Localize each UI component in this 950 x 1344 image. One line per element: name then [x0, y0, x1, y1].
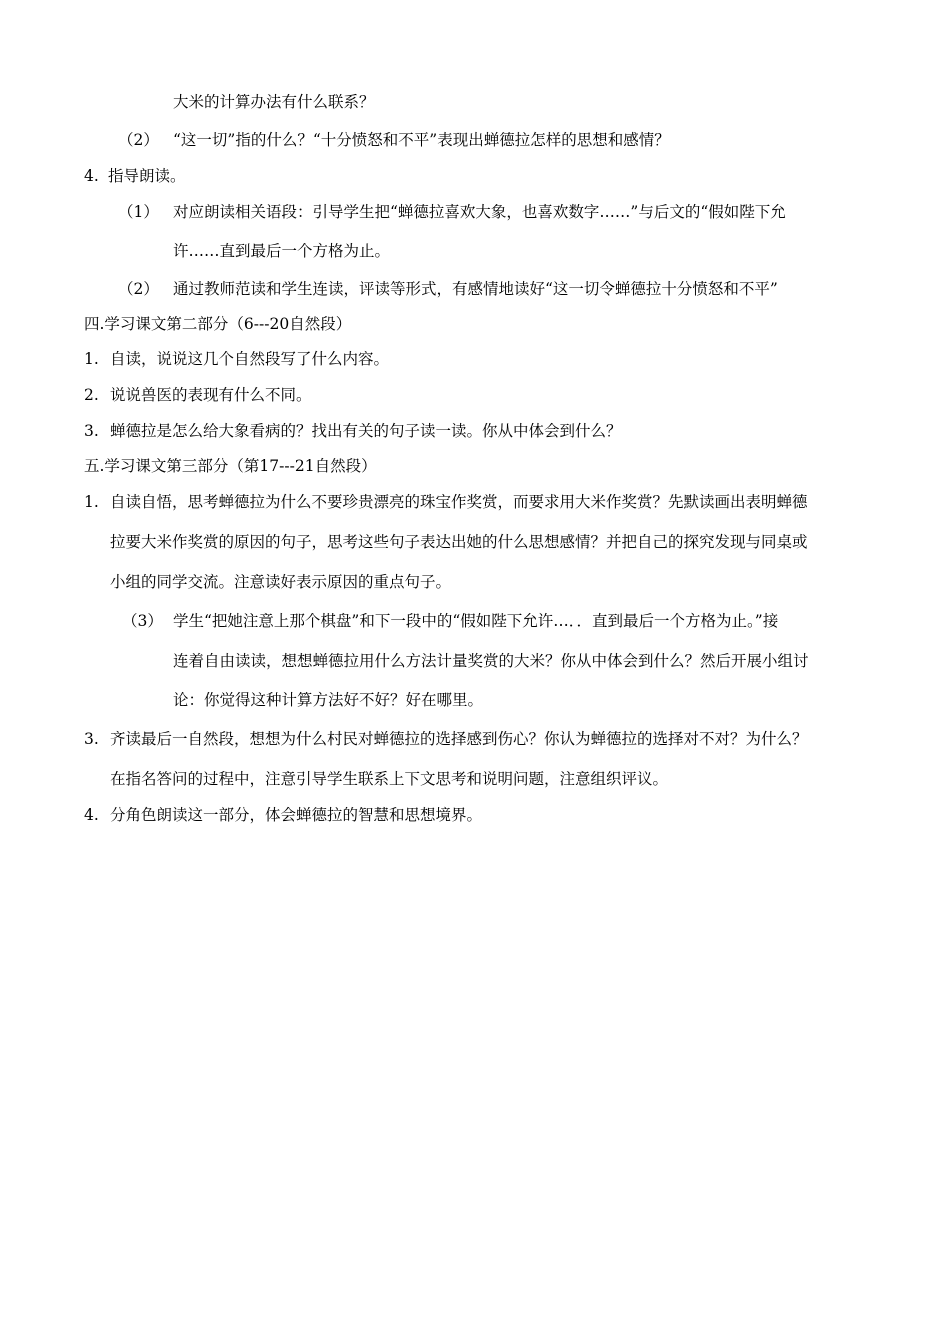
text-line: 齐读最后一自然段，想想为什么村民对蝉德拉的选择感到伤心？你认为蝉德拉的选择对不对？为什么？ — [110, 730, 808, 748]
text-line: “这一切”指的什么？“十分愤怒和不平”表现出蝉德拉怎样的思想和感情？ — [173, 131, 670, 149]
text-line: 分角色朗读这一部分，体会蝉德拉的智慧和思想境界。 — [110, 806, 483, 824]
item-number: 3. — [84, 730, 99, 748]
text-line: 自读，说说这几个自然段写了什么内容。 — [110, 350, 390, 368]
item-number: 1. — [84, 350, 99, 368]
section-heading: 四.学习课文第二部分（6---20自然段） — [84, 315, 352, 333]
text-line: 小组的同学交流。注意读好表示原因的重点句子。 — [110, 573, 452, 591]
text-line: 蝉德拉是怎么给大象看病的？找出有关的句子读一读。你从中体会到什么？ — [110, 422, 622, 440]
item-number: （2） — [118, 280, 159, 298]
text-line: 学生“把她注意上那个棋盘”和下一段中的“假如陛下允许…．．直到最后一个方格为止。”接 — [173, 612, 779, 630]
item-number: （3） — [122, 612, 163, 630]
text-line: 许……直到最后一个方格为止。 — [173, 242, 391, 260]
item-number: （2） — [118, 131, 159, 149]
text-line: 论：你觉得这种计算方法好不好？好在哪里。 — [173, 691, 484, 709]
text-line: 通过教师范读和学生连读，评读等形式，有感情地读好“这一切令蝉德拉十分愤怒和不平” — [173, 280, 778, 298]
item-number: 3. — [84, 422, 99, 440]
text-line: 指导朗读。 — [108, 167, 186, 185]
text-line: 对应朗读相关语段：引导学生把“蝉德拉喜欢大象，也喜欢数字……”与后文的“假如陛下允 — [173, 203, 786, 221]
item-number: 1. — [84, 493, 99, 511]
text-line: 拉要大米作奖赏的原因的句子，思考这些句子表达出她的什么思想感情？并把自己的探究发现与同桌或 — [110, 533, 808, 551]
text-line: 说说兽医的表现有什么不同。 — [110, 386, 312, 404]
item-number: （1） — [118, 203, 159, 221]
item-number: 2. — [84, 386, 99, 404]
text-line: 自读自悟，思考蝉德拉为什么不要珍贵漂亮的珠宝作奖赏，而要求用大米作奖赏？先默读画出表明蝉德 — [110, 493, 808, 511]
item-number: 4. — [84, 167, 99, 185]
section-heading: 五.学习课文第三部分（第17---21自然段） — [84, 457, 377, 475]
text-line: 在指名答问的过程中，注意引导学生联系上下文思考和说明问题，注意组织评议。 — [110, 770, 669, 788]
text-line: 大米的计算办法有什么联系？ — [173, 93, 375, 111]
text-line: 连着自由读读，想想蝉德拉用什么方法计量奖赏的大米？你从中体会到什么？然后开展小组讨 — [173, 652, 809, 670]
item-number: 4. — [84, 806, 99, 824]
